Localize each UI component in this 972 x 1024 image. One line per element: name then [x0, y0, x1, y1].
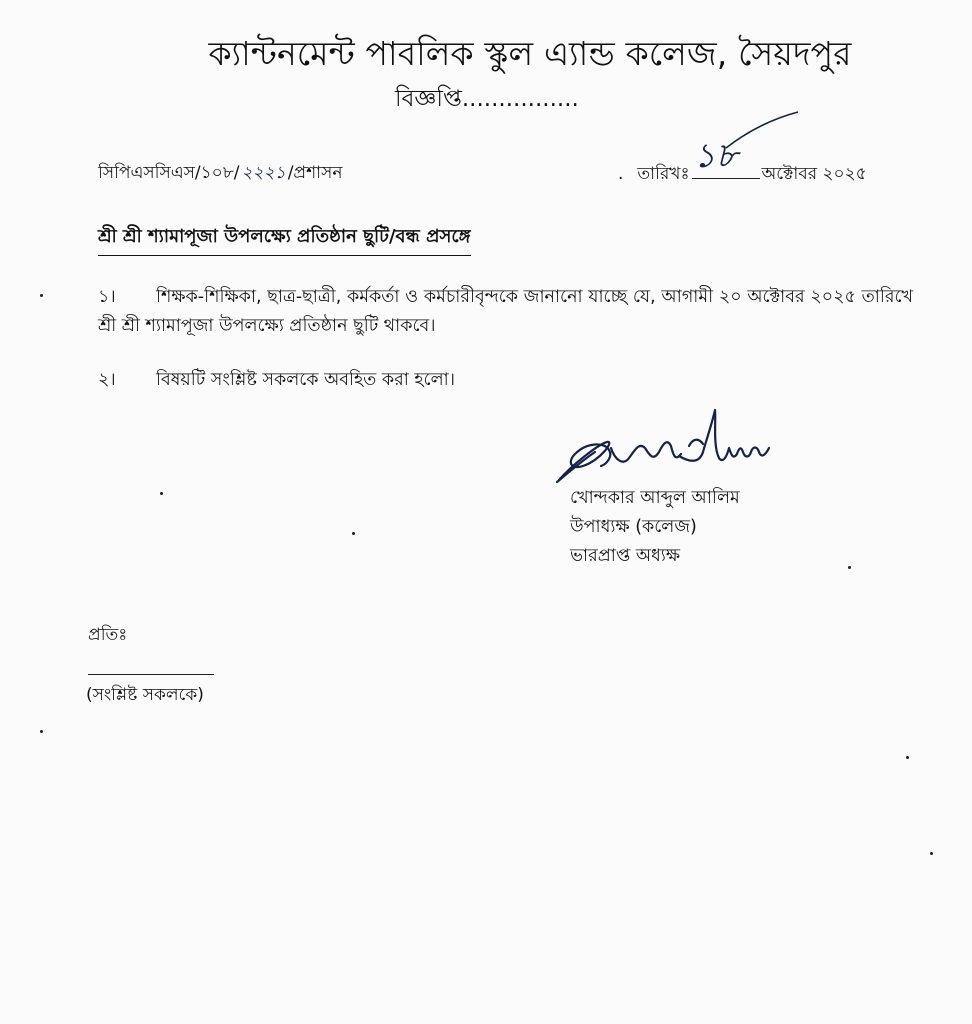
signatory-name: খোন্দকার আব্দুল আলিম	[570, 488, 740, 508]
memo-reference	[98, 160, 343, 188]
memo-suffix: /প্রশাসন	[287, 163, 343, 183]
scan-speck	[906, 756, 909, 759]
date-day-field	[692, 136, 760, 179]
notice-title: বিজ্ঞপ্তি................	[395, 86, 579, 112]
scan-speck	[160, 492, 163, 495]
copy-label: প্রতিঃ	[88, 625, 128, 645]
scan-speck	[40, 730, 43, 733]
handwritten-stroke-icon	[722, 110, 802, 154]
paragraph-1	[98, 283, 913, 341]
scan-speck	[40, 294, 43, 297]
paragraph-text: বিষয়টি সংশ্লিষ্ট সকলকে অবহিত করা হলো।	[156, 370, 455, 390]
signatory-role: ভারপ্রাপ্ত অধ্যক্ষ	[570, 546, 681, 566]
scan-speck	[848, 566, 851, 569]
signature-icon	[553, 402, 803, 486]
memo-number: ২২২১	[241, 163, 286, 183]
signatory-designation: উপাধ্যক্ষ (কলেজ)	[570, 517, 697, 537]
copy-recipients: (সংশ্লিষ্ট সকলকে)	[86, 685, 204, 705]
paragraph-number: ২।	[98, 370, 116, 390]
paragraph-2	[98, 366, 913, 395]
date-day: ১৮	[693, 136, 738, 176]
copy-divider	[88, 674, 214, 675]
date-block: . তারিখঃ ১৮ অক্টোবর ২০২৫	[618, 152, 867, 189]
paragraph-text: শিক্ষক-শিক্ষিকা, ছাত্র-ছাত্রী, কর্মকর্তা ও কর্মচারীবৃন্দকে জানানো যাচ্ছে যে, আগামী ২০ অক্টোবর ২০২৫ তারিখে শ্রী শ্রী শ্যামাপূজা উপলক্ষ্যে প্রতিষ্ঠান ছুটি থাকবে।	[98, 287, 913, 336]
scan-speck	[930, 852, 933, 855]
date-label: তারিখঃ	[637, 164, 690, 184]
memo-prefix: সিপিএসসিএস/১০৮/	[98, 163, 240, 183]
paragraph-number: ১।	[98, 287, 116, 307]
signatory-block	[570, 484, 740, 571]
institution-name: ক্যান্টনমেন্ট পাবলিক স্কুল এ্যান্ড কলেজ, সৈয়দপুর	[208, 34, 852, 73]
date-month-year: অক্টোবর ২০২৫	[761, 164, 867, 184]
subject-line: শ্রী শ্রী শ্যামাপূজা উপলক্ষ্যে প্রতিষ্ঠান ছুটি/বন্ধ প্রসঙ্গে	[98, 222, 471, 256]
scan-speck	[352, 532, 355, 535]
